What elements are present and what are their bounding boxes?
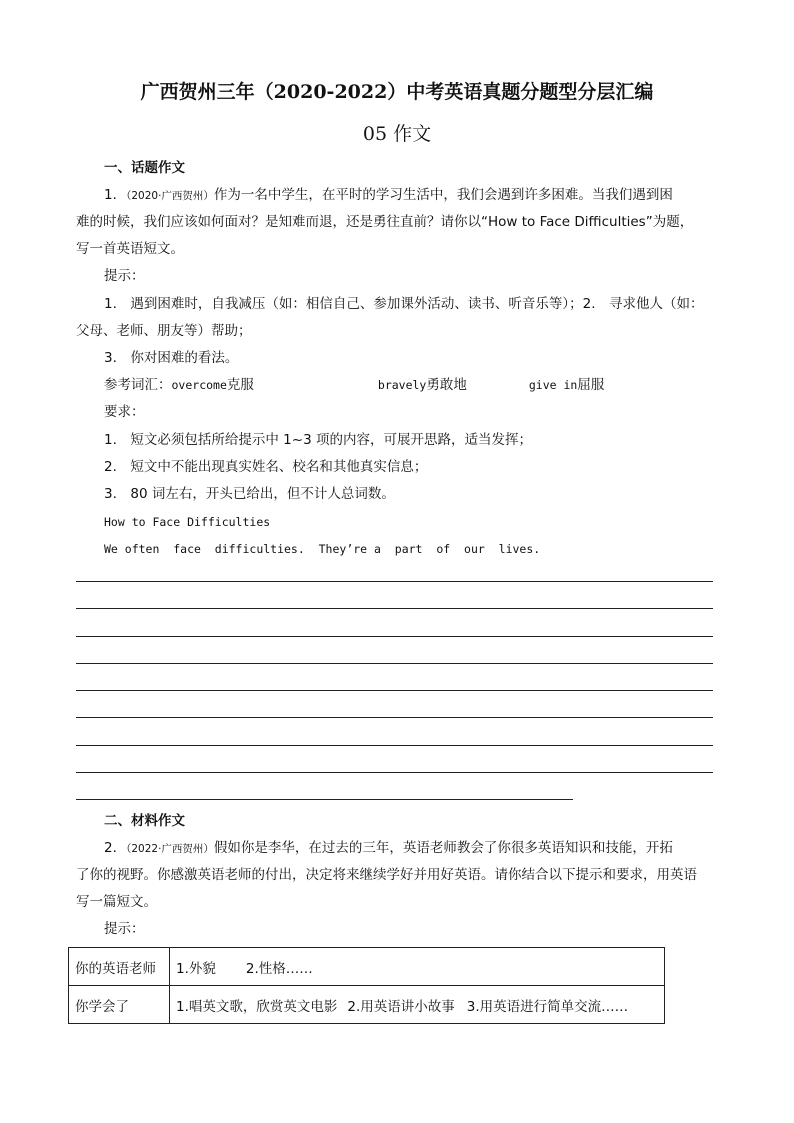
table-item: 3.用英语进行简单交流…… (466, 998, 629, 1015)
writing-line[interactable] (76, 690, 713, 691)
writing-line[interactable] (76, 581, 713, 582)
question1-text-1: 作为一名中学生，在平时的学习生活中，我们会遇到许多困难。当我们遇到困 (213, 187, 673, 203)
vocab-zh-1: 克服 (226, 377, 254, 393)
question1-hint1-line1: 1. 遇到困难时，自我减压（如：相信自己、参加课外活动、读书、听音乐等）；2. 寻求他人（如： (104, 296, 704, 312)
table-row-label: 你学会了 (69, 986, 170, 1024)
question1-line3: 写一首英语短文。 (76, 241, 184, 257)
table-item: 2.用英语讲小故事 (347, 998, 455, 1015)
table-row (69, 986, 665, 1024)
table-row-content (170, 986, 665, 1024)
table-item: 1.唱英文歌，欣赏英文电影 (176, 998, 338, 1015)
question1-req3: 3. 80 词左右，开头已给出，但不计人总词数。 (104, 486, 395, 502)
section1-heading: 一、话题作文 (104, 160, 185, 176)
writing-line[interactable] (76, 745, 713, 746)
table-row-label: 你的英语老师 (69, 948, 170, 986)
vocab-label: 参考词汇： (104, 377, 172, 393)
question2-number: 2． (104, 840, 127, 856)
question2-hint-label: 提示： (104, 921, 145, 937)
question1-line2: 难的时候，我们应该如何面对？是知难而退，还是勇往直前？请你以“How to Face Difficulties”为题， (76, 214, 694, 230)
writing-line[interactable] (76, 717, 713, 718)
question2-text-1: 假如你是李华，在过去的三年，英语老师教会了你很多英语知识和技能，开拓 (213, 840, 673, 856)
vocab-en-1: overcome (171, 378, 227, 392)
question2-source: （2022·广西贺州） (126, 843, 214, 855)
writing-line[interactable] (76, 799, 573, 800)
question2-line3: 写一篇短文。 (76, 894, 157, 910)
question1-hint1-line2: 父母、老师、朋友等）帮助； (76, 323, 252, 339)
writing-line[interactable] (76, 772, 713, 773)
document-title: 广西贺州三年（2020-2022）中考英语真题分题型分层汇编 (140, 81, 654, 103)
question2-line1 (104, 839, 673, 858)
section2-heading: 二、材料作文 (104, 813, 185, 829)
writing-line[interactable] (76, 608, 713, 609)
question2-line2: 了你的视野。你感激英语老师的付出，决定将来继续学好并用好英语。请你结合以下提示和要求，用英语 (76, 867, 697, 883)
question1-vocab (104, 376, 604, 394)
question1-number: 1． (104, 187, 127, 203)
question1-line1 (104, 186, 673, 205)
question1-hint-label: 提示： (104, 268, 145, 284)
table-item: 2.性格…… (245, 960, 313, 977)
question1-hint3: 3. 你对困难的看法。 (104, 350, 239, 366)
table-row-content (170, 948, 665, 986)
table-item: 1.外貌 (176, 960, 216, 977)
question1-req1: 1. 短文必须包括所给提示中 1~3 项的内容，可展开思路，适当发挥； (104, 432, 532, 448)
question1-req-label: 要求： (104, 404, 145, 420)
vocab-zh-2: 勇敢地 (426, 377, 467, 393)
writing-line[interactable] (76, 663, 713, 664)
essay-title: How to Face Difficulties (104, 515, 271, 529)
writing-line[interactable] (76, 636, 713, 637)
document-subtitle: 05 作文 (362, 123, 432, 145)
question1-req2: 2. 短文中不能出现真实姓名、校名和其他真实信息； (104, 459, 428, 475)
hints-table (68, 947, 665, 1024)
vocab-zh-3: 屈服 (577, 377, 605, 393)
question1-source: （2020·广西贺州） (126, 190, 214, 202)
table-row (69, 948, 665, 986)
vocab-en-3: give in (528, 378, 578, 392)
vocab-en-2: bravely (377, 378, 427, 392)
essay-start: We often face difficulties. They’re a part of our lives. (104, 542, 541, 556)
